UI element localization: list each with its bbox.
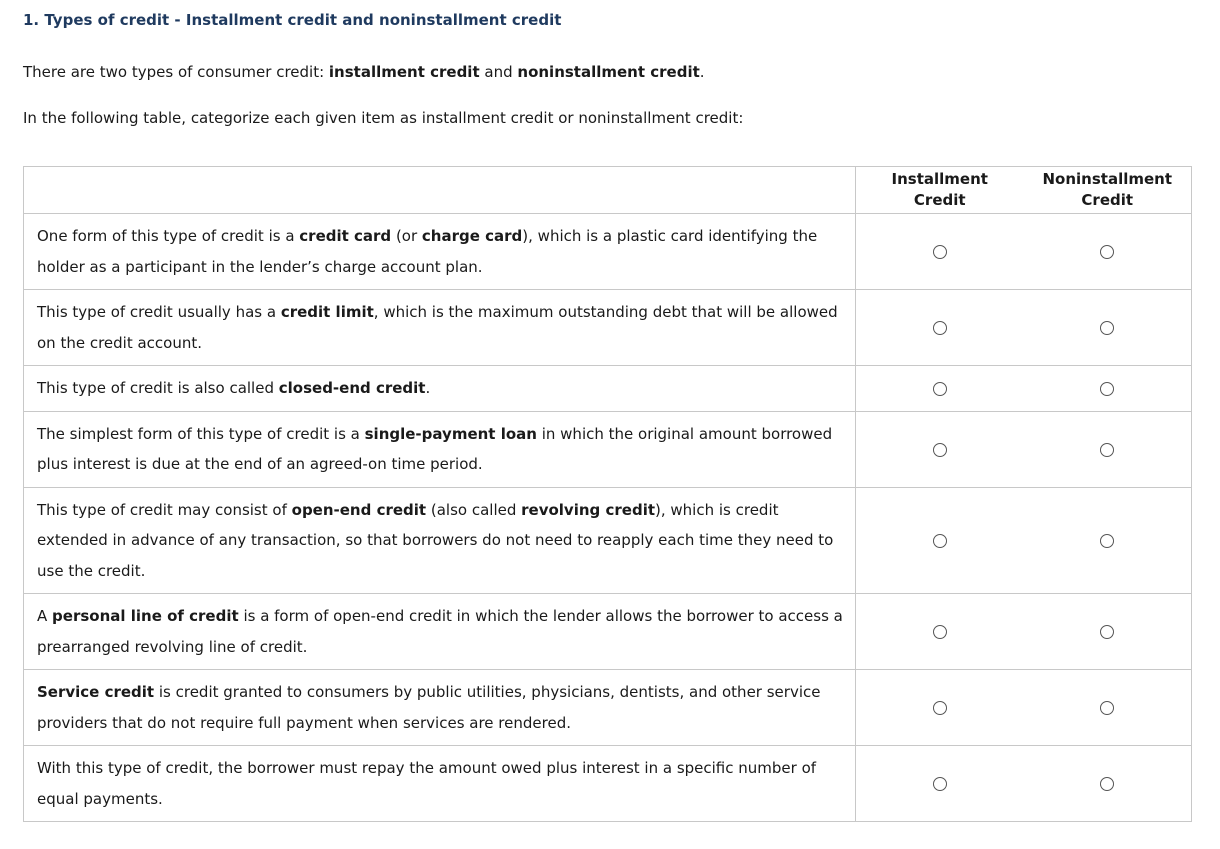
intro-text [23, 63, 705, 81]
question-title: 1. Types of credit - Installment credit and noninstallment credit [23, 11, 562, 29]
noninstallment-option-cell [1024, 746, 1192, 822]
noninstallment-option-cell [1024, 411, 1192, 487]
statement-bold: single-payment loan [364, 424, 537, 443]
noninstallment-radio[interactable] [1100, 534, 1114, 548]
categorization-table [23, 166, 1192, 822]
installment-radio[interactable] [933, 382, 947, 396]
table-row [24, 594, 1192, 670]
row-statement [24, 487, 856, 594]
installment-radio[interactable] [933, 701, 947, 715]
noninstallment-option-cell [1024, 214, 1192, 290]
intro-middle: and [479, 63, 518, 81]
intro-term-noninstallment: noninstallment credit [517, 63, 700, 81]
intro-prefix: There are two types of consumer credit: [23, 63, 329, 81]
header-blank-cell [24, 167, 856, 214]
header-noninstallment-credit [1024, 167, 1192, 214]
statement-text: The simplest form of this type of credit is a [37, 424, 365, 443]
noninstallment-radio[interactable] [1100, 777, 1114, 791]
row-statement [24, 746, 856, 822]
installment-radio[interactable] [933, 625, 947, 639]
statement-text: One form of this type of credit is a [37, 227, 300, 245]
intro-suffix: . [699, 63, 705, 81]
installment-radio[interactable] [933, 321, 947, 335]
statement-bold: credit limit [280, 303, 374, 321]
statement-text: With this type of credit, the borrower must repay the amount owed plus interest in a specific number of equal payments. [37, 759, 817, 808]
noninstallment-option-cell [1024, 670, 1192, 746]
noninstallment-option-cell [1024, 594, 1192, 670]
installment-option-cell [856, 746, 1024, 822]
table-header-row [24, 167, 1192, 214]
noninstallment-radio[interactable] [1100, 245, 1114, 259]
noninstallment-radio[interactable] [1100, 701, 1114, 715]
installment-radio[interactable] [933, 777, 947, 791]
statement-text: This type of credit usually has a [37, 303, 281, 321]
statement-bold: closed-end credit [278, 379, 426, 397]
row-statement [24, 290, 856, 366]
statement-bold: open-end credit [291, 500, 427, 519]
noninstallment-option-cell [1024, 366, 1192, 412]
table-row [24, 290, 1192, 366]
table-row [24, 670, 1192, 746]
table-row [24, 411, 1192, 487]
statement-text: ), which is a plastic card identifying the holder as a participant in the lender’s charge account plan. [37, 227, 818, 276]
statement-text: (also called [426, 500, 522, 519]
noninstallment-option-cell [1024, 487, 1192, 594]
installment-option-cell [856, 366, 1024, 412]
noninstallment-radio[interactable] [1100, 321, 1114, 335]
installment-radio[interactable] [933, 534, 947, 548]
intro-term-installment: installment credit [328, 63, 480, 81]
noninstallment-option-cell [1024, 290, 1192, 366]
statement-text: is credit granted to consumers by public utilities, physicians, dentists, and other service providers that do not require full payment when services are rendered. [37, 683, 821, 732]
statement-text: This type of credit may consist of [37, 500, 292, 519]
statement-text: A [37, 607, 53, 625]
row-statement [24, 670, 856, 746]
statement-bold: personal line of credit [52, 607, 239, 625]
table-row [24, 746, 1192, 822]
installment-option-cell [856, 214, 1024, 290]
table-row [24, 487, 1192, 594]
statement-text: , which is the maximum outstanding debt that will be allowed on the credit account. [37, 303, 838, 352]
statement-bold: Service credit [37, 683, 155, 701]
noninstallment-radio[interactable] [1100, 625, 1114, 639]
row-statement [24, 366, 856, 412]
installment-option-cell [856, 487, 1024, 594]
installment-option-cell [856, 594, 1024, 670]
statement-bold: credit card [299, 227, 392, 245]
header-installment-line2: Credit [913, 191, 966, 209]
statement-text: is a form of open-end credit in which the lender allows the borrower to access a prearranged revolving line of credit. [37, 607, 843, 656]
installment-option-cell [856, 290, 1024, 366]
statement-text: . [425, 379, 431, 397]
installment-option-cell [856, 411, 1024, 487]
installment-option-cell [856, 670, 1024, 746]
statement-text: ), which is credit extended in advance of any transaction, so that borrowers do not need to reapply each time they need to use the credit. [37, 500, 834, 580]
header-noninstallment-line1: Noninstallment [1042, 170, 1172, 188]
statement-text: (or [391, 227, 422, 245]
row-statement [24, 594, 856, 670]
installment-radio[interactable] [933, 245, 947, 259]
statement-bold: revolving credit [521, 500, 656, 519]
noninstallment-radio[interactable] [1100, 382, 1114, 396]
header-installment-credit [856, 167, 1024, 214]
instruction-text: In the following table, categorize each given item as installment credit or noninstallment credit: [23, 109, 744, 127]
row-statement [24, 411, 856, 487]
header-noninstallment-line2: Credit [1081, 191, 1134, 209]
row-statement [24, 214, 856, 290]
statement-bold: charge card [421, 227, 523, 245]
noninstallment-radio[interactable] [1100, 443, 1114, 457]
table-row [24, 214, 1192, 290]
statement-text: in which the original amount borrowed plus interest is due at the end of an agreed-on time period. [37, 424, 833, 473]
table-row [24, 366, 1192, 412]
installment-radio[interactable] [933, 443, 947, 457]
header-installment-line1: Installment [891, 170, 988, 188]
statement-text: This type of credit is also called [37, 379, 279, 397]
